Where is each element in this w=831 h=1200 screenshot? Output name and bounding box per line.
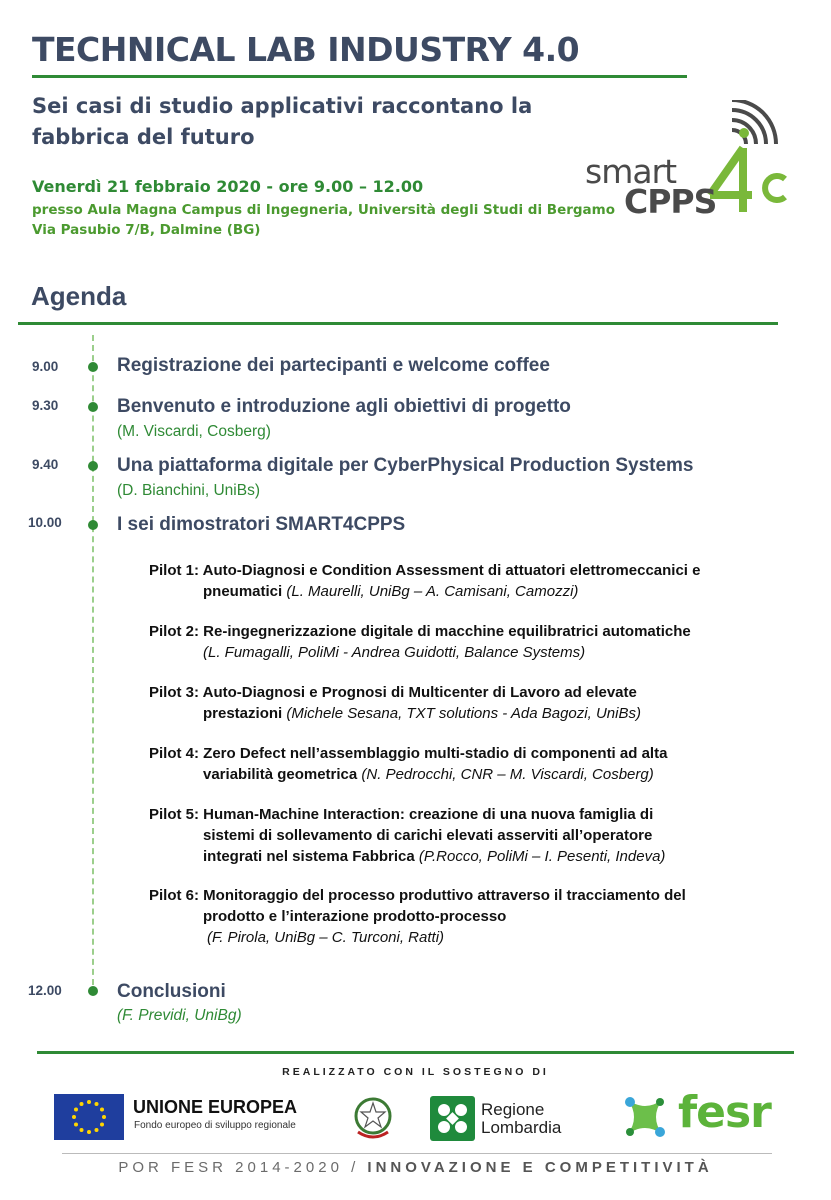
timeline-dot [88, 402, 98, 412]
agenda-item-title: Benvenuto e introduzione agli obiettivi di progetto [117, 396, 571, 417]
agenda-item-title: I sei dimostratori SMART4CPPS [117, 514, 406, 535]
pilot-text: Pilot 5: Human-Machine Interaction: creazione di una nuova famiglia di [149, 806, 654, 823]
pilot-text: Pilot 6: Monitoraggio del processo produttivo attraverso il tracciamento del [149, 887, 686, 904]
pilot-text: Pilot 3: Auto-Diagnosi e Prognosi di Multicenter di Lavoro ad elevate [149, 684, 637, 701]
pilot-block [149, 682, 789, 724]
pilot-text: Pilot 1: Auto-Diagnosi e Condition Assessment di attuatori elettromeccanici e [149, 562, 701, 579]
page-subtitle: Sei casi di studio applicativi raccontano la fabbrica del futuro [32, 94, 533, 149]
timeline-line [92, 335, 94, 995]
pilot-block [149, 560, 789, 602]
pilot-text: prodotto e l’interazione prodotto-processo [203, 908, 507, 925]
pilot-text: Pilot 4: Zero Defect nell’assemblaggio multi-stadio di componenti ad alta [149, 745, 668, 762]
pilot-speakers: (F. Pirola, UniBg – C. Turconi, Ratti) [207, 929, 445, 946]
pilot-speakers: (L. Maurelli, UniBg – A. Camisani, Camozzi) [286, 583, 579, 600]
time-label: 9.00 [32, 359, 59, 374]
eu-flag-icon [54, 1094, 124, 1140]
pilot-text: pneumatici [203, 583, 283, 600]
agenda-item-speaker: (M. Viscardi, Cosberg) [117, 423, 271, 440]
title-underline [32, 75, 687, 78]
pilot-block [149, 621, 789, 663]
timeline-dot [88, 461, 98, 471]
event-venue: presso Aula Magna Campus di Ingegneria, Università degli Studi di Bergamo [32, 202, 616, 218]
page-title: TECHNICAL LAB INDUSTRY 4.0 [32, 30, 580, 69]
eu-subtitle: Fondo europeo di sviluppo regionale [134, 1120, 296, 1131]
pilot-text: integrati nel sistema Fabbrica [203, 848, 415, 865]
logo-text-cpps: CPPS [624, 182, 717, 221]
smart4cpps-logo [580, 100, 800, 225]
pilot-block [149, 804, 789, 867]
italian-republic-emblem-icon [350, 1094, 396, 1142]
time-label: 12.00 [28, 983, 62, 998]
footer-rule-bottom [62, 1153, 772, 1154]
regione-line1: Regione [481, 1100, 545, 1119]
por-text: POR FESR 2014-2020 / [118, 1159, 368, 1176]
regione-line2: Lombardia [481, 1118, 562, 1137]
agenda-item-title: Conclusioni [117, 981, 226, 1002]
pilot-block [149, 885, 789, 948]
innovazione-text: INNOVAZIONE E COMPETITIVITÀ [367, 1159, 713, 1176]
logo-text-smart: smart [585, 152, 677, 191]
por-line [0, 1159, 831, 1176]
agenda-item-title: Registrazione dei partecipanti e welcome coffee [117, 355, 550, 376]
agenda-heading: Agenda [31, 281, 127, 311]
time-label: 9.30 [32, 398, 59, 413]
eu-title: UNIONE EUROPEA [133, 1097, 298, 1117]
pilot-text: Pilot 2: Re-ingegnerizzazione digitale di macchine equilibratrici automatiche [149, 623, 691, 640]
pilot-text: variabilità geometrica [203, 766, 358, 783]
event-date: Venerdì 21 febbraio 2020 - ore 9.00 – 12.00 [32, 177, 424, 196]
fesr-text: fesr [678, 1087, 771, 1138]
pilot-speakers: (P.Rocco, PoliMi – I. Pesenti, Indeva) [418, 848, 666, 865]
footer-rule [37, 1051, 794, 1054]
event-address: Via Pasubio 7/B, Dalmine (BG) [32, 222, 261, 238]
timeline-dot [88, 986, 98, 996]
time-label: 10.00 [28, 515, 62, 530]
agenda-item-speaker: (F. Previdi, UniBg) [117, 1007, 242, 1024]
regione-lombardia-logo-icon [430, 1096, 475, 1141]
pilot-block [149, 743, 789, 785]
pilot-speakers: (Michele Sesana, TXT solutions - Ada Bagozi, UniBs) [286, 705, 641, 722]
pilot-text: prestazioni [203, 705, 283, 722]
pilot-speakers: (L. Fumagalli, PoliMi - Andrea Guidotti, Balance Systems) [203, 644, 586, 661]
agenda-item-speaker: (D. Bianchini, UniBs) [117, 482, 260, 499]
time-label: 9.40 [32, 457, 59, 472]
pilot-text: sistemi di sollevamento di carichi elevati asserviti all’operatore [203, 827, 653, 844]
pilot-speakers: (N. Pedrocchi, CNR – M. Viscardi, Cosberg) [361, 766, 654, 783]
agenda-item-title: Una piattaforma digitale per CyberPhysical Production Systems [117, 455, 694, 476]
fesr-logo-icon [620, 1092, 670, 1142]
timeline-dot [88, 520, 98, 530]
support-caption: REALIZZATO CON IL SOSTEGNO DI [282, 1066, 549, 1078]
timeline-dot [88, 362, 98, 372]
agenda-underline [18, 322, 778, 325]
